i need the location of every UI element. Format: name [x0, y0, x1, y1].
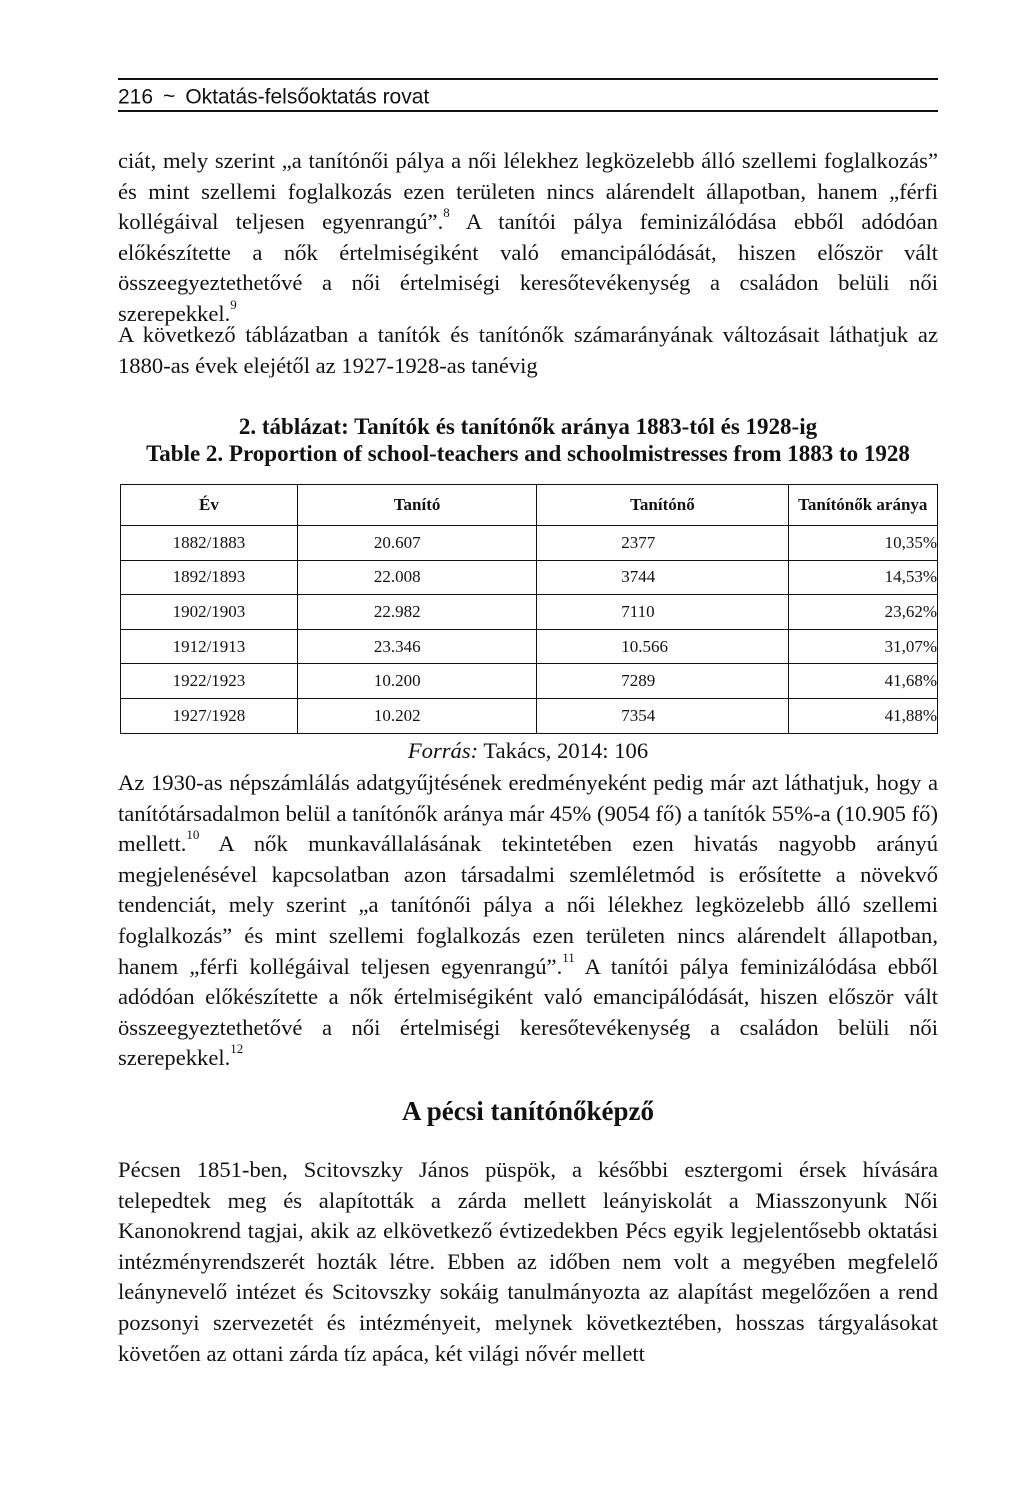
cell-female-ratio: 31,07% [788, 629, 937, 664]
body-text-1a: Az 1930-as népszámlálás adatgyűjtésének eredményeként pedig már azt láthatjuk, hogy a tanítótársadalmon belül a tanítónők aránya már 45% (9054 fő) a tanítók 55%-a (10.905 fő) mellett. [118, 770, 938, 857]
table-row [121, 698, 938, 733]
cell-female-teachers: 7354 [537, 698, 788, 733]
cell-female-teachers: 3744 [537, 560, 788, 595]
teachers-table [120, 484, 938, 734]
footnote-ref-12[interactable]: 12 [230, 1041, 244, 1057]
cell-female-ratio: 41,88% [788, 698, 937, 733]
intro-paragraph-2: A következő táblázatban a tanítók és tanítónők számarányának változásait láthatjuk az 1880-as évek elejétől az 1927-1928-as tanévig [118, 322, 938, 378]
table-row [121, 664, 938, 699]
table-row [121, 526, 938, 561]
cell-year: 1902/1903 [121, 595, 298, 630]
header-separator: ~ [163, 85, 176, 109]
cell-male-teachers: 22.982 [297, 595, 536, 630]
header-section: Oktatás-felsőoktatás rovat [185, 85, 430, 109]
footnote-ref-8[interactable]: 8 [443, 205, 450, 221]
footnote-ref-11[interactable]: 11 [562, 949, 575, 965]
source-label: Forrás: [407, 738, 479, 763]
cell-male-teachers: 10.202 [297, 698, 536, 733]
table-row [121, 560, 938, 595]
intro-text-1a: ciát, mely szerint „a tanítónői pálya a női lélekhez legközelebb álló szellemi foglalkozás” és mint szellemi foglalkozás ezen területen nincs alárendelt állapotban, hanem „férfi kollégáival teljesen egyenrangú”. [118, 148, 938, 235]
cell-year: 1892/1893 [121, 560, 298, 595]
cell-year: 1912/1913 [121, 629, 298, 664]
section-title: A pécsi tanítónőképző [401, 1096, 655, 1126]
table-caption-en: Table 2. Proportion of school-teachers and schoolmistresses from 1883 to 1928 [146, 441, 910, 466]
cell-female-teachers: 7289 [537, 664, 788, 699]
column-header-year: Év [121, 485, 298, 526]
cell-female-ratio: 10,35% [788, 526, 937, 561]
cell-year: 1882/1883 [121, 526, 298, 561]
column-header-female-ratio: Tanítónők aránya [788, 485, 937, 526]
cell-year: 1927/1928 [121, 698, 298, 733]
table-row [121, 629, 938, 664]
cell-female-ratio: 14,53% [788, 560, 937, 595]
cell-female-ratio: 41,68% [788, 664, 937, 699]
body-text-1b: A nők munkavállalásának tekintetében ezen hivatás nagyobb arányú megjelenésével kapcsolatban azon társadalmi szemléletmód is erősítette a növekvő tendenciát, mely szerint „a tanítónői pálya a női lélekhez legközelebb álló szellemi foglalkozás” és mint szellemi foglalkozás ezen területen nincs alárendelt állapotban, hanem „férfi kollégáival teljesen egyenrangú”. [118, 831, 938, 979]
intro-paragraph-1 [118, 146, 938, 330]
cell-female-teachers: 2377 [537, 526, 788, 561]
cell-female-ratio: 23,62% [788, 595, 937, 630]
table-row [121, 595, 938, 630]
cell-female-teachers: 7110 [537, 595, 788, 630]
cell-year: 1922/1923 [121, 664, 298, 699]
cell-male-teachers: 23.346 [297, 629, 536, 664]
footnote-ref-10[interactable]: 10 [186, 827, 200, 843]
running-header [118, 78, 938, 112]
cell-male-teachers: 22.008 [297, 560, 536, 595]
column-header-male-teachers: Tanító [297, 485, 536, 526]
intro-text-1b: A tanítói pálya feminizálódása ebből adódóan előkészítette a nők értelmiségiként való emancipálódását, hiszen először vált összeegyeztethetővé a női értelmiségi keresőtevékenység a családon belüli női szerepekkel. [118, 209, 938, 326]
cell-male-teachers: 20.607 [297, 526, 536, 561]
table-header-row [121, 485, 938, 526]
column-header-female-teachers: Tanítónő [537, 485, 788, 526]
table-source [118, 736, 938, 766]
section-paragraph-1: Pécsen 1851-ben, Scitovszky János püspök, a későbbi esztergomi érsek hívására telepedtek meg és alapították a zárda mellett leányiskolát a Miasszonyunk Női Kanonokrend tagjai, akik az elkövetkező évtizedekben Pécs egyik legjelentősebb oktatási intézményrendszerét hozták létre. Ebben az időben nem volt a megyében megfelelő leánynevelő intézet és Scitovszky sokáig tanulmányozta az alapítást megelőzően a rend pozsonyi szervezetét és intézményeit, melynek következtében, hosszas tárgyalásokat követően az ottani zárda tíz apáca, két világi nővér mellett [118, 1157, 938, 1366]
page-number: 216 [118, 85, 154, 109]
footnote-ref-9[interactable]: 9 [230, 296, 237, 312]
cell-male-teachers: 10.200 [297, 664, 536, 699]
cell-female-teachers: 10.566 [537, 629, 788, 664]
table-caption-hu: 2. táblázat: Tanítók és tanítónők aránya 1883-tól és 1928-ig [238, 414, 818, 439]
body-text-1c: A tanítói pálya feminizálódása ebből adódóan előkészítette a nők értelmiségiként való emancipálódását, hiszen először vált összeegyeztethetővé a női értelmiségi keresőtevékenység a családon belüli női szerepekkel. [118, 953, 938, 1071]
body-paragraph-1 [118, 768, 938, 1074]
source-text: Takács, 2014: 106 [478, 738, 649, 763]
